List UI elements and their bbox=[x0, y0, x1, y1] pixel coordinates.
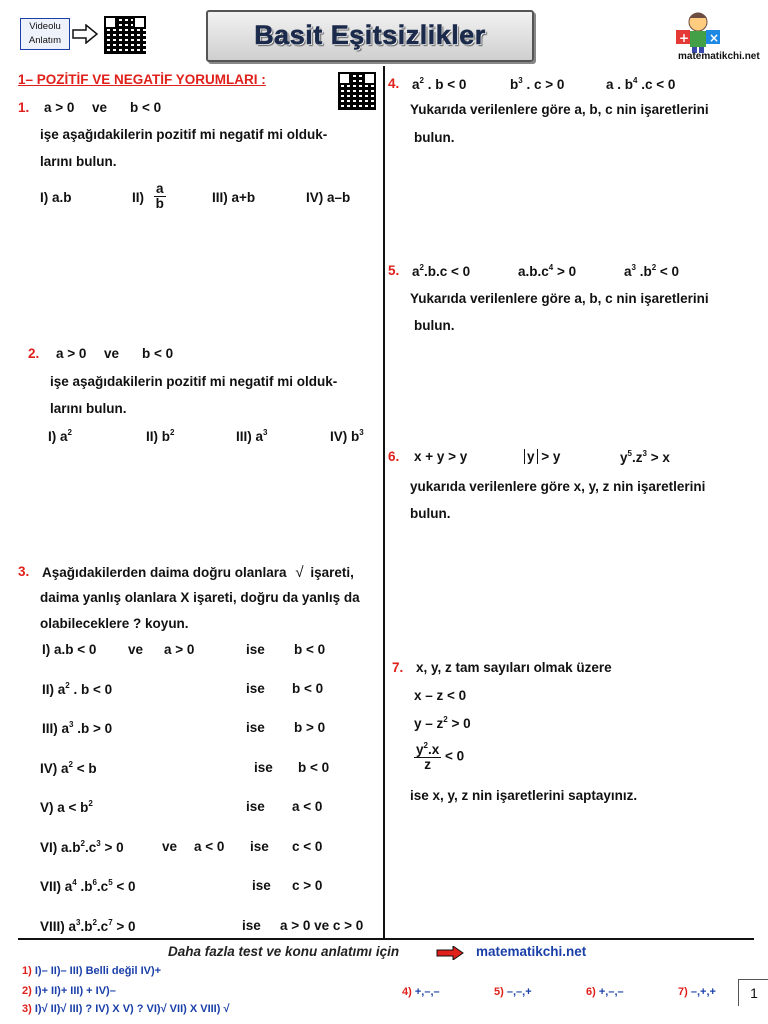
q6-expr-3: $y^5.z^3 > x$ bbox=[620, 449, 670, 465]
column-divider bbox=[383, 66, 385, 939]
answer-4 bbox=[402, 986, 440, 998]
question-2-number: 2. bbox=[28, 346, 40, 361]
q3-line2: daima yanlış olanlara X işareti, doğru da yanlış da bbox=[40, 590, 360, 605]
q3-row-label-text: VIII) a bbox=[40, 919, 77, 934]
q3-row-ise: ise bbox=[246, 681, 265, 696]
q6-text-line1: yukarıda verilenlere göre x, y, z nin işaretlerini bbox=[410, 479, 706, 494]
q6-expr-2-rest: > y bbox=[537, 449, 561, 464]
fraction-denominator: z bbox=[424, 757, 431, 773]
q3-row-result: a < 0 bbox=[292, 799, 323, 814]
q3-row-ise: ise bbox=[254, 760, 273, 775]
q1-option-iii: III) a+b bbox=[212, 190, 256, 205]
exponent: 2 bbox=[170, 428, 175, 437]
q3-line3: olabileceklere ? koyun. bbox=[40, 616, 189, 631]
answer-7 bbox=[678, 986, 716, 998]
q2-option-i-base: I) a bbox=[48, 429, 68, 444]
q3-row-label-text: VII) a bbox=[40, 879, 73, 894]
exponent: 3 bbox=[359, 428, 364, 437]
fraction-numerator: $y^2.x$ bbox=[416, 741, 440, 757]
q6-expr-2 bbox=[524, 449, 560, 464]
q5-expr-3: $a^3$ $.b^2 < 0$ bbox=[624, 263, 680, 279]
q3-row-label: VI) $a.b^2.c^3 > 0$ bbox=[40, 839, 124, 855]
answer-number: 4) bbox=[402, 986, 412, 998]
q7-outro: ise x, y, z nin işaretlerini saptayınız. bbox=[410, 788, 638, 803]
q4-expr-2: $b^3$ . c > 0 bbox=[510, 76, 565, 92]
footer-site-link[interactable]: matematikchi.net bbox=[476, 944, 587, 959]
q6-text-line2: bulun. bbox=[410, 506, 451, 521]
q2-option-iv-base: IV) b bbox=[330, 429, 360, 444]
arrow-right-icon bbox=[72, 24, 98, 44]
answer-text: +,–,– bbox=[414, 986, 440, 998]
fraction-numerator: a bbox=[156, 181, 164, 196]
q3-row-ise: ise bbox=[246, 720, 265, 735]
q3-row-ise: ise bbox=[246, 642, 265, 657]
q1-text-line1: işe aşağıdakilerin pozitif mi negatif mi olduk- bbox=[40, 127, 328, 142]
q3-row-label: III) $a^3$ .b > 0 bbox=[42, 720, 113, 736]
q3-row-mid: a < 0 bbox=[194, 839, 225, 854]
absolute-value-y: y bbox=[524, 449, 538, 464]
mascot-logo-icon bbox=[668, 8, 728, 54]
footer-divider bbox=[18, 938, 754, 940]
q3-row-result: b > 0 bbox=[294, 720, 326, 735]
q2-ve: ve bbox=[104, 346, 120, 361]
q1-option-iv: IV) a–b bbox=[306, 190, 351, 205]
section-heading: 1– POZİTİF VE NEGATİF YORUMLARI : bbox=[18, 72, 266, 87]
q3-row-ise: ise bbox=[250, 839, 269, 854]
q3-row-ise: ise bbox=[252, 878, 271, 893]
q2-condition-b: b < 0 bbox=[142, 346, 174, 361]
q1-option-ii-fraction bbox=[154, 182, 166, 211]
q3-row-label-text: V) a < b bbox=[40, 800, 89, 815]
q3-line1-end: işareti, bbox=[310, 565, 354, 580]
svg-text:×: × bbox=[709, 31, 720, 45]
q3-row-label-text: IV) a bbox=[40, 761, 69, 776]
q3-row-label: IV) $a^2 < b$ bbox=[40, 760, 97, 776]
question-3-number: 3. bbox=[18, 564, 30, 579]
qr-code-icon[interactable] bbox=[104, 16, 146, 54]
question-4-number: 4. bbox=[388, 76, 400, 91]
q3-row-result: b < 0 bbox=[292, 681, 324, 696]
q3-row-label-text: VI) a.b bbox=[40, 840, 81, 855]
q3-row-result: c > 0 bbox=[292, 878, 323, 893]
q3-line1 bbox=[42, 564, 354, 581]
q4-expr-1: $a^2$ . b < 0 bbox=[412, 76, 467, 92]
q3-row-ise: ise bbox=[246, 799, 265, 814]
q5-text-line1: Yukarıda verilenlere göre a, b, c nin işaretlerini bbox=[410, 291, 709, 306]
q5-text-line2: bulun. bbox=[414, 318, 455, 333]
q2-text-line2: larını bulun. bbox=[50, 401, 127, 416]
q3-row-ve: ve bbox=[128, 642, 144, 657]
q3-row-label: II) $a^2$ . b < 0 bbox=[42, 681, 113, 697]
site-logo-text[interactable]: matematikchi.net bbox=[678, 51, 760, 62]
q3-row-label-text: III) a bbox=[42, 721, 70, 736]
q2-option-iii bbox=[236, 428, 267, 444]
page-title-banner bbox=[206, 10, 534, 62]
q3-row-label: VII) $a^4$ $.b^6.c^5 < 0$ bbox=[40, 878, 136, 894]
q3-line1-text: Aşağıdakilerden daima doğru olanlara bbox=[42, 565, 287, 580]
question-6-number: 6. bbox=[388, 449, 400, 464]
q4-text-line2: bulun. bbox=[414, 130, 455, 145]
q1-condition-a: a > 0 bbox=[44, 100, 75, 115]
q3-row-ve: ve bbox=[162, 839, 178, 854]
q7-expr-2: $y - z^2 > 0$ bbox=[414, 715, 471, 731]
q3-row-ise: ise bbox=[242, 918, 261, 933]
answer-text: I)√ II)√ III) ? IV) X V) ? VI)√ VII) X VIII) √ bbox=[34, 1003, 230, 1015]
exponent: 2 bbox=[67, 428, 72, 437]
answer-number: 6) bbox=[586, 986, 596, 998]
answer-text: +,–,– bbox=[598, 986, 624, 998]
q7-expr-3 bbox=[414, 742, 464, 772]
q3-row-label: I) a.b < 0 bbox=[42, 642, 97, 657]
q6-expr-1: x + y > y bbox=[414, 449, 468, 464]
page-number: 1 bbox=[738, 979, 768, 1006]
checkmark-icon: √ bbox=[295, 564, 304, 581]
answer-number: 7) bbox=[678, 986, 688, 998]
answer-text: –,+,+ bbox=[690, 986, 716, 998]
q2-option-i bbox=[48, 428, 72, 444]
answer-number: 1) bbox=[22, 965, 32, 977]
q1-text-line2: larını bulun. bbox=[40, 154, 117, 169]
svg-text:+: + bbox=[679, 31, 690, 45]
q4-text-line1: Yukarıda verilenlere göre a, b, c nin işaretlerini bbox=[410, 102, 709, 117]
answer-number: 3) bbox=[22, 1003, 32, 1015]
answer-6 bbox=[586, 986, 624, 998]
q3-row-label: VIII) $a^3.b^2.c^7 > 0$ bbox=[40, 918, 136, 934]
question-7-number: 7. bbox=[392, 660, 404, 675]
qr-code-icon[interactable] bbox=[338, 72, 376, 110]
q2-option-ii-base: II) b bbox=[146, 429, 170, 444]
video-lesson-label[interactable]: Videolu Anlatım bbox=[20, 18, 70, 50]
q3-row-result: b < 0 bbox=[298, 760, 330, 775]
q3-row-result: a > 0 ve c > 0 bbox=[280, 918, 364, 933]
q2-condition-a: a > 0 bbox=[56, 346, 87, 361]
exponent: 3 bbox=[263, 428, 268, 437]
question-5-number: 5. bbox=[388, 263, 400, 278]
answer-3 bbox=[22, 1003, 230, 1015]
q5-expr-1: $a^2.b.c < 0$ bbox=[412, 263, 471, 279]
q3-row-label-text: II) a bbox=[42, 682, 66, 697]
answer-text: I)+ II)+ III) + IV)– bbox=[34, 985, 116, 997]
answer-number: 5) bbox=[494, 986, 504, 998]
answer-2 bbox=[22, 985, 116, 997]
page-title: Basit Eşitsizlikler bbox=[254, 20, 486, 50]
fraction-denominator: b bbox=[155, 196, 164, 212]
answer-1 bbox=[22, 965, 161, 977]
answer-5 bbox=[494, 986, 532, 998]
answer-number: 2) bbox=[22, 985, 32, 997]
q3-row-label: V) $a < b^2$ bbox=[40, 799, 93, 815]
q4-expr-3: a . $b^4$ .c < 0 bbox=[606, 76, 676, 92]
q1-ve: ve bbox=[92, 100, 108, 115]
arrow-right-icon bbox=[436, 946, 464, 960]
q5-expr-2: $a.b.c^4 > 0$ bbox=[518, 263, 577, 279]
q2-text-line1: işe aşağıdakilerin pozitif mi negatif mi olduk- bbox=[50, 374, 338, 389]
answer-text: –,–,+ bbox=[506, 986, 532, 998]
question-1-number: 1. bbox=[18, 100, 30, 115]
q2-option-ii bbox=[146, 428, 174, 444]
q3-row-result: c < 0 bbox=[292, 839, 323, 854]
answer-text: I)– II)– III) Belli değil IV)+ bbox=[34, 965, 162, 977]
q3-row-mid: a > 0 bbox=[164, 642, 195, 657]
q1-option-i: I) a.b bbox=[40, 190, 72, 205]
q7-intro: x, y, z tam sayıları olmak üzere bbox=[416, 660, 612, 675]
q7-expr-2-text: y – z bbox=[414, 716, 444, 731]
q7-expr-3-rest: < 0 bbox=[445, 748, 465, 764]
q1-condition-b: b < 0 bbox=[130, 100, 162, 115]
q1-option-ii: II) bbox=[132, 190, 144, 205]
footer-promo-text: Daha fazla test ve konu anlatımı için bbox=[168, 944, 400, 959]
q2-option-iii-base: III) a bbox=[236, 429, 264, 444]
q7-expr-1: x – z < 0 bbox=[414, 688, 467, 703]
q3-row-result: b < 0 bbox=[294, 642, 326, 657]
q2-option-iv bbox=[330, 428, 364, 444]
